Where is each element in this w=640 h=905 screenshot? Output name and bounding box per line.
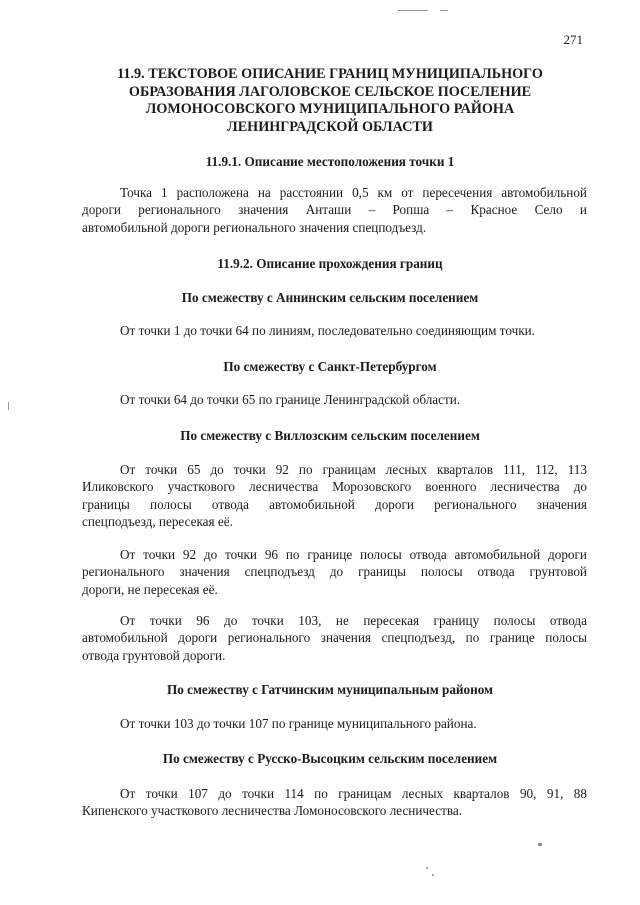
paragraph-line: дороги регионального значения Анташи – Ропша – Красное Село и bbox=[82, 202, 587, 218]
paragraph-line: От точки 65 до точки 92 по границам лесных кварталов 111, 112, 113 bbox=[120, 462, 587, 477]
paragraph-line: Точка 1 расположена на расстоянии 0,5 км от пересечения автомобильной bbox=[120, 185, 587, 200]
subsection-heading-gatchinsky: По смежеству с Гатчинским муниципальным районом bbox=[166, 682, 494, 697]
scan-artifact-top bbox=[398, 10, 428, 11]
paragraph-saint-petersburg: От точки 64 до точки 65 по границе Ленинградской области. bbox=[120, 392, 461, 407]
scan-speck bbox=[538, 843, 542, 846]
subsection-heading-villozskoe: По смежеству с Виллозским сельским поселением bbox=[180, 428, 480, 443]
paragraph-line: дороги, не пересекая её. bbox=[82, 581, 218, 597]
paragraph-villozskoe-1 bbox=[82, 461, 587, 531]
paragraph-line: отвода грунтовой дороги. bbox=[82, 647, 226, 663]
scan-speck bbox=[426, 867, 428, 869]
paragraph-villozskoe-2 bbox=[82, 546, 587, 598]
paragraph-line: От точки 107 до точки 114 по границам лесных кварталов 90, 91, 88 bbox=[120, 786, 587, 801]
page-number: 271 bbox=[563, 32, 583, 47]
paragraph-line: спецподъезд, пересекая её. bbox=[82, 514, 233, 530]
subsection-heading-saint-petersburg: По смежеству с Санкт-Петербургом bbox=[223, 359, 437, 374]
paragraph-russko-vysotskoe bbox=[82, 785, 587, 820]
paragraph-line: границы полосы отвода автомобильной дороги регионального значения bbox=[82, 496, 587, 512]
title-line: 11.9. ТЕКСТОВОЕ ОПИСАНИЕ ГРАНИЦ МУНИЦИПАЛЬНОГО bbox=[117, 66, 543, 82]
paragraph-anninskoe: От точки 1 до точки 64 по линиям, последовательно соединяющим точки. bbox=[120, 323, 535, 338]
section-heading-boundaries: 11.9.2. Описание прохождения границ bbox=[217, 256, 443, 271]
subsection-heading-anninskoe: По смежеству с Аннинским сельским поселением bbox=[181, 290, 479, 305]
scan-artifact-top-2 bbox=[440, 10, 448, 11]
subsection-heading-russko-vysotskoe: По смежеству с Русско-Высоцким сельским поселением bbox=[162, 751, 498, 766]
scan-artifact-left bbox=[8, 402, 9, 410]
paragraph-line: автомобильной дороги регионального значения спецподъезд. bbox=[82, 219, 427, 235]
section-heading-location: 11.9.1. Описание местоположения точки 1 bbox=[205, 154, 455, 169]
document-title bbox=[60, 66, 600, 136]
scan-speck bbox=[432, 874, 434, 876]
paragraph-line: От точки 92 до точки 96 по границе полосы отвода автомобильной дороги bbox=[120, 547, 587, 562]
paragraph-line: От точки 96 до точки 103, не пересекая границу полосы отвода bbox=[120, 613, 587, 628]
title-line: ОБРАЗОВАНИЯ ЛАГОЛОВСКОЕ СЕЛЬСКОЕ ПОСЕЛЕНИЕ bbox=[128, 83, 532, 100]
paragraph-line: регионального значения спецподъезд до границы полосы отвода грунтовой bbox=[82, 564, 587, 580]
paragraph-line: Кипенского участкового лесничества Ломоносовского лесничества. bbox=[82, 803, 463, 819]
paragraph-point-1-location bbox=[82, 184, 587, 236]
paragraph-gatchinsky: От точки 103 до точки 107 по границе муниципального района. bbox=[120, 716, 477, 731]
paragraph-villozskoe-3 bbox=[82, 612, 587, 664]
title-line: ЛЕНИНГРАДСКОЙ ОБЛАСТИ bbox=[227, 118, 433, 135]
paragraph-line: Иликовского участкового лесничества Морозовского военного лесничества до bbox=[82, 479, 587, 495]
paragraph-line: автомобильной дороги регионального значения спецподъезд, по границе полосы bbox=[82, 630, 587, 646]
title-line: ЛОМОНОСОВСКОГО МУНИЦИПАЛЬНОГО РАЙОНА bbox=[145, 101, 515, 117]
